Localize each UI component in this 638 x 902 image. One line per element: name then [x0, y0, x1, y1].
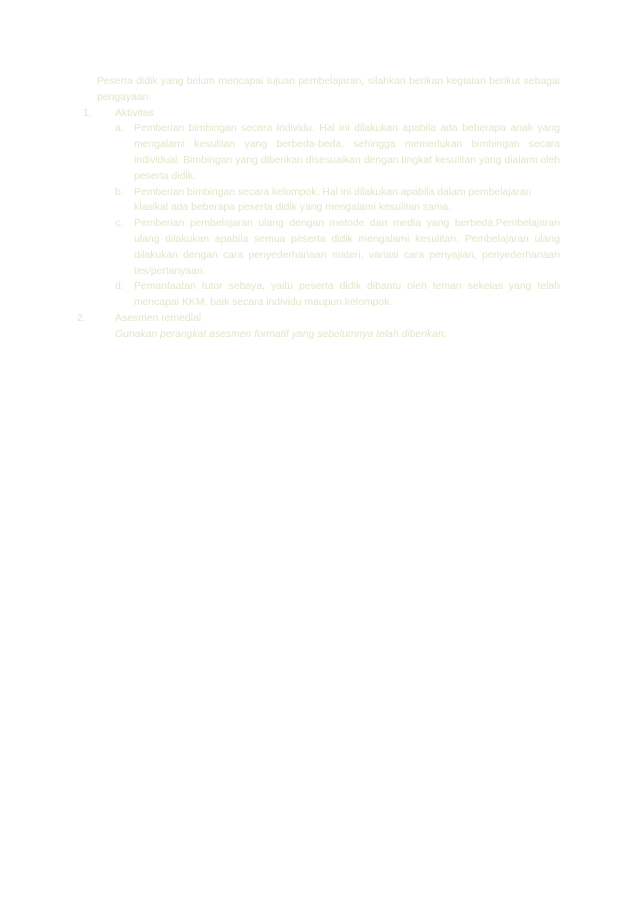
- section-number: 1.: [83, 107, 92, 119]
- list-item: [97, 216, 560, 279]
- section-aktivitas: [83, 106, 560, 311]
- list-item-text: Pemanfaatan tutor sebaya, yaitu peserta didik dibantu oleh teman sekelas yang telah mencapai KKM, baik secara individu maupun kelompok.: [134, 281, 560, 309]
- document-content: [77, 74, 560, 343]
- list-item: [97, 121, 560, 184]
- section-asesmen-remedial: [77, 311, 560, 343]
- list-item-letter: a.: [115, 123, 124, 135]
- list-item-letter: d.: [115, 281, 124, 293]
- list-item-text: Pemberian bimbingan secara individu. Hal ini dilakukan apabila ada beberapa anak yang mengalami kesulitan yang berbeda-beda, sehingga memerlukan bimbingan secara individual. Bimbingan yang diberikan disesuaikan dengan tingkat kesulitan yang dialami oleh peserta didik.: [134, 123, 560, 182]
- section-title: Asesmen remedial: [115, 312, 202, 324]
- list-item-letter: c.: [115, 218, 124, 230]
- list-item-letter: b.: [115, 186, 124, 198]
- section-text: Gunakan perangkat asesmen formatif yang sebelumnya telah diberikan.: [115, 328, 447, 340]
- section-title: Aktivitas: [115, 107, 154, 119]
- list-item-text: Pemberian pembelajaran ulang dengan metode dan media yang berbeda.Pembelajaran ulang dilakukan apabila semua peserta didik mengalami kesulitan. Pembelajaran ulang dilakukan dengan cara penyederhanaan materi, variasi cara penyajian, penyederhanaan tes/pertanyaan.: [134, 218, 560, 277]
- list-item: [97, 279, 560, 311]
- section-number: 2.: [77, 312, 86, 324]
- intro-paragraph: Peserta didik yang belum mencapai tujuan pembelajaran, silahkan berikan kegiatan berikut sebagai pengayaan.: [97, 76, 560, 103]
- list-item-text: Pemberian bimbingan secara kelompok. Hal ini dilakukan apabila dalam pembelajaran klasikal ada beberapa peserta didik yang mengalami kesulitan sama.: [134, 186, 532, 214]
- list-item: [97, 185, 560, 217]
